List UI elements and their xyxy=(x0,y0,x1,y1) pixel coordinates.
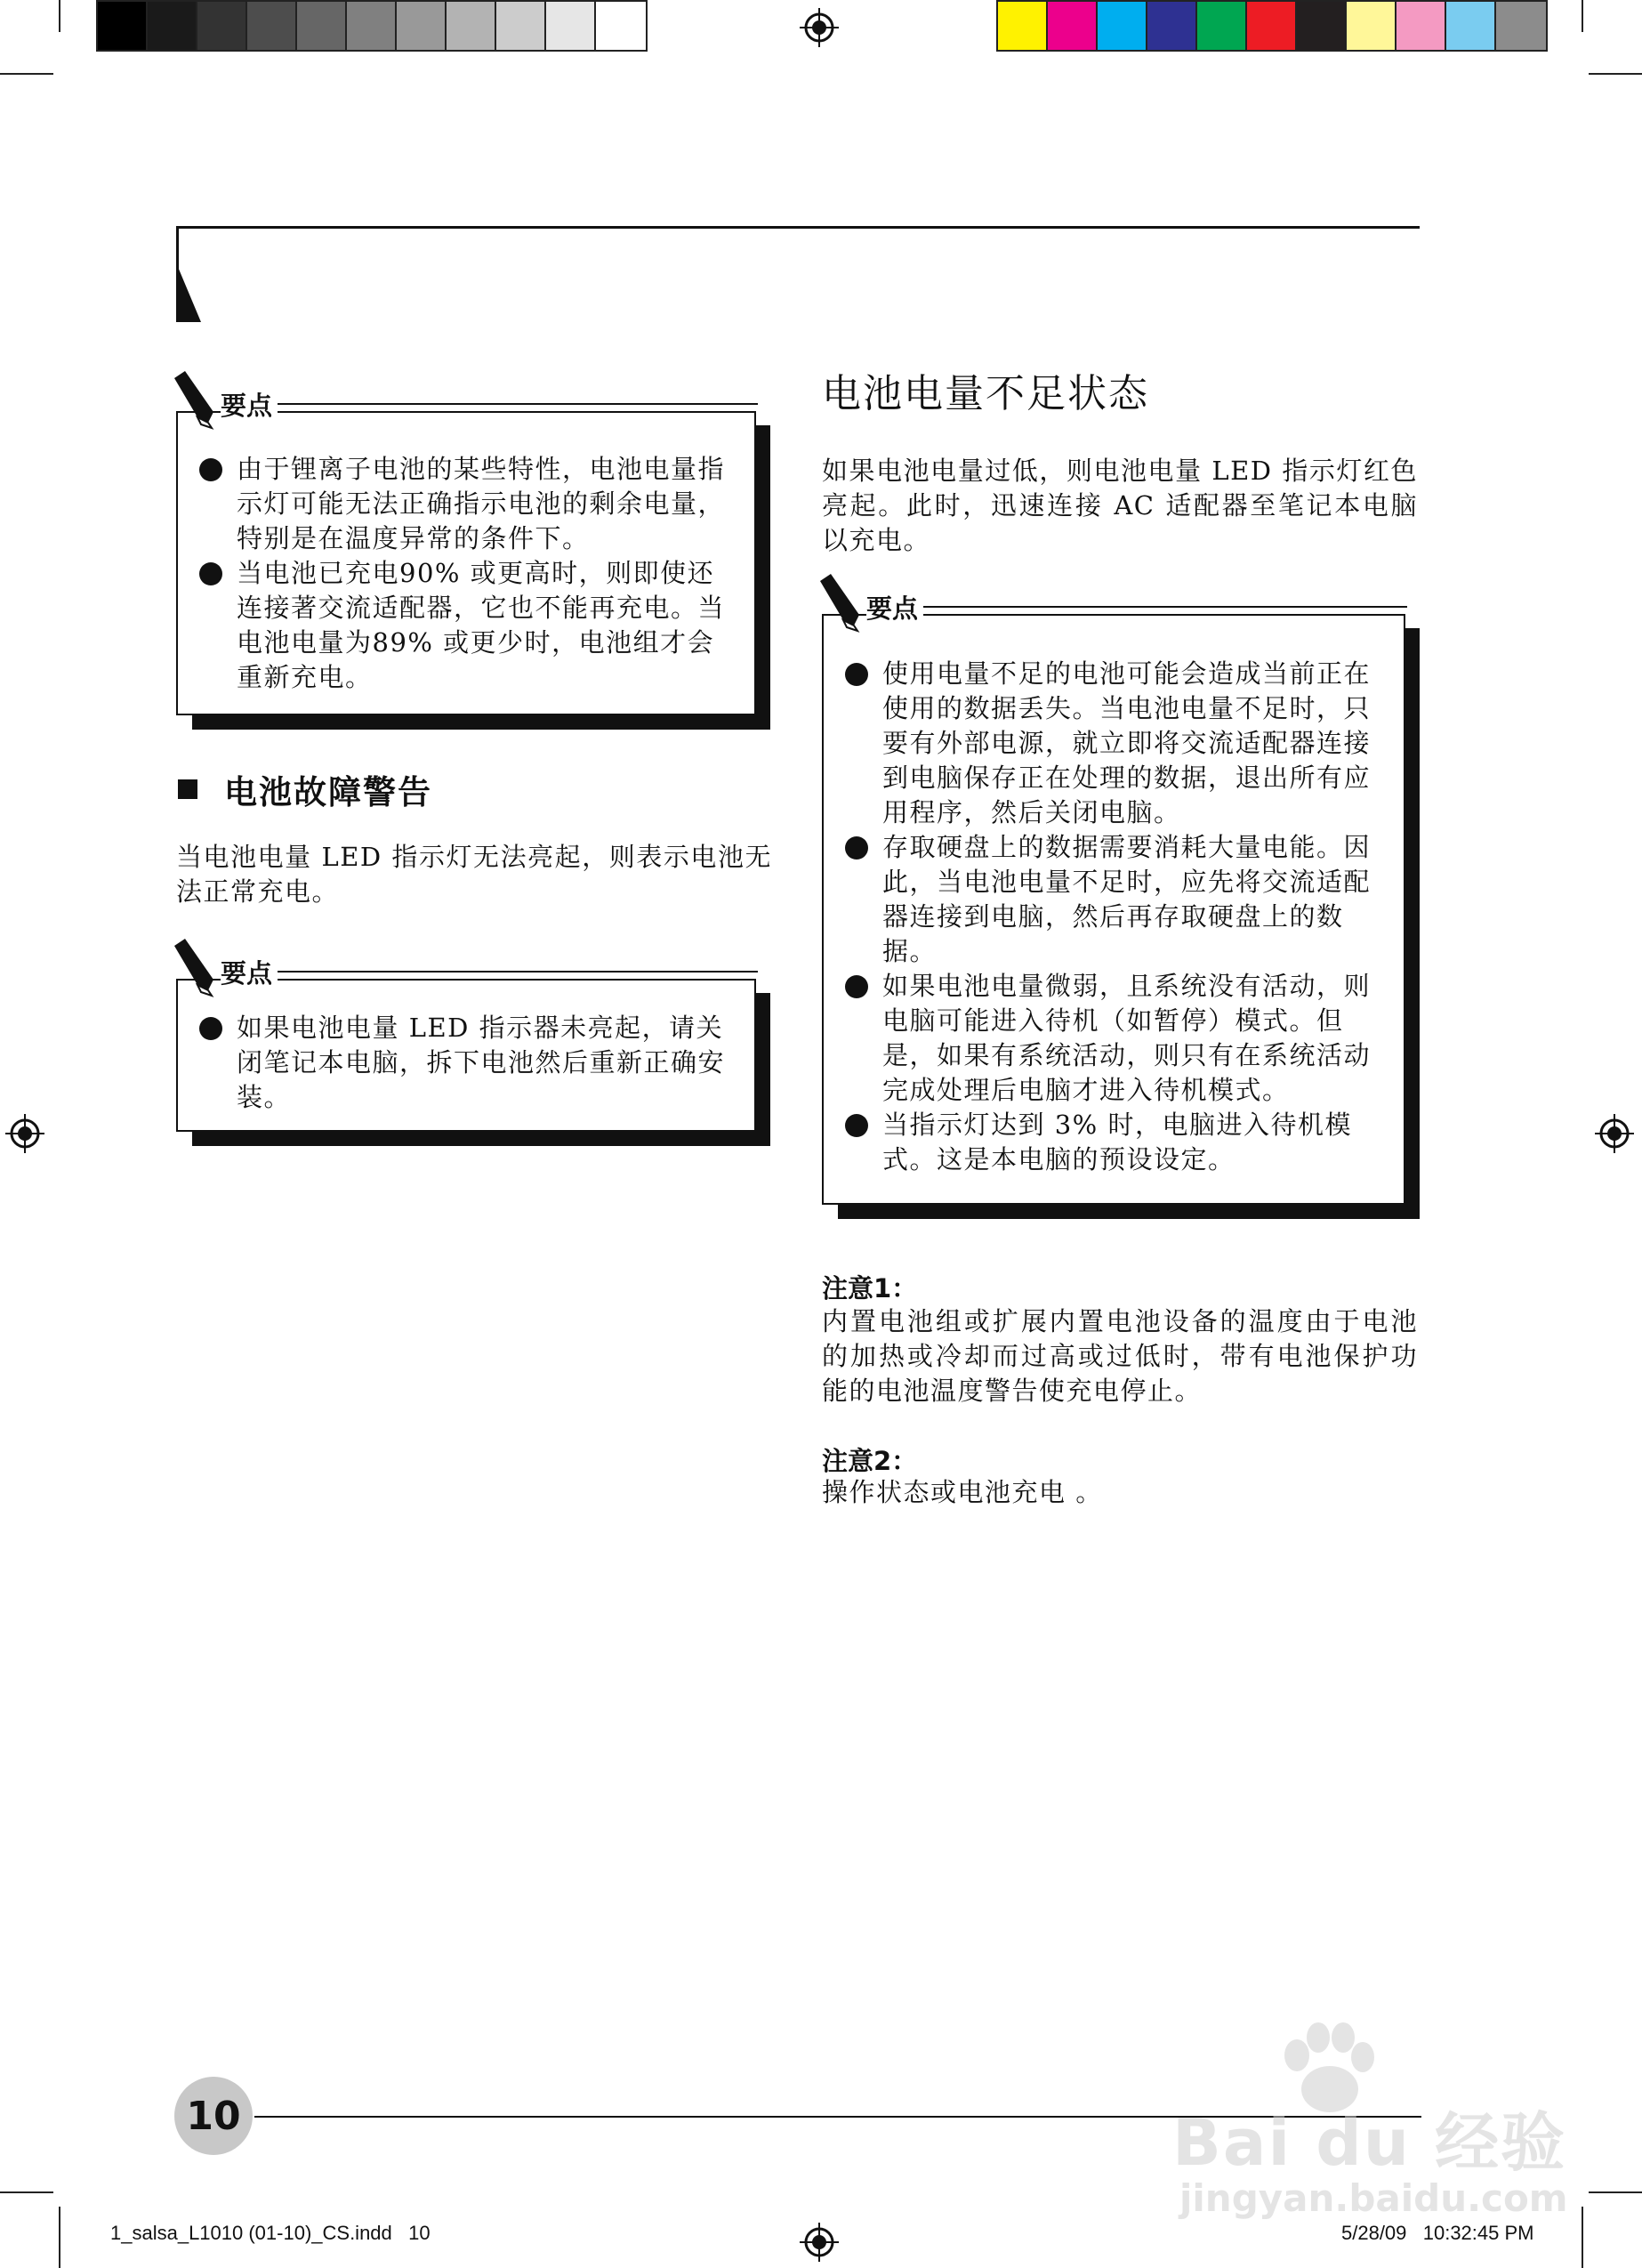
notice-text: 内置电池组或扩展内置电池设备的温度由于电池的加热或冷却而过高或过低时，带有电池保护功能的电池温度警告使充电停止。 xyxy=(822,1306,1418,1406)
color-swatch xyxy=(98,2,148,50)
note-title: 要点 xyxy=(866,589,923,626)
bullet-icon xyxy=(199,1017,222,1040)
notice-label: 注意2： xyxy=(822,1446,918,1476)
color-swatch xyxy=(148,2,197,50)
note-title: 要点 xyxy=(221,954,278,990)
note-list xyxy=(199,452,740,695)
color-swatch xyxy=(998,2,1048,50)
notice-label: 注意1： xyxy=(822,1273,918,1303)
list-item: 当指示灯达到 3% 时，电脑进入待机模式。这是本电脑的预设设定。 xyxy=(845,1108,1389,1177)
watermark-url: jingyan.baidu.com xyxy=(1179,2176,1568,2220)
timestamp-slug: 5/28/09 10:32:45 PM xyxy=(1341,2222,1534,2244)
color-swatch xyxy=(1397,2,1446,50)
color-swatch xyxy=(1347,2,1397,50)
color-swatch xyxy=(297,2,347,50)
color-swatch xyxy=(1297,2,1347,50)
color-swatch xyxy=(1197,2,1247,50)
note-box xyxy=(176,957,756,1132)
color-swatch xyxy=(1247,2,1297,50)
list-item: 由于锂离子电池的某些特性，电池电量指示灯可能无法正确指示电池的剩余电量，特别是在温度异常的条件下。 xyxy=(199,452,740,556)
note-header xyxy=(167,954,758,989)
color-bar xyxy=(996,0,1548,52)
list-item: 如果电池电量微弱，且系统没有活动，则电脑可能进入待机（如暂停）模式。但是，如果有系统活动，则只有在系统活动完成处理后电脑才进入待机模式。 xyxy=(845,969,1389,1108)
color-swatch xyxy=(247,2,297,50)
file-slug: 1_salsa_L1010 (01-10)_CS.indd 10 xyxy=(110,2222,431,2244)
page-number: 10 xyxy=(174,2077,253,2155)
color-swatch xyxy=(347,2,397,50)
note-header xyxy=(167,386,758,422)
crop-mark xyxy=(59,0,60,32)
header-rule xyxy=(176,226,1420,229)
watermark-brand: Bai du 经验 xyxy=(1172,2105,1567,2180)
bullet-icon xyxy=(845,663,868,686)
bullet-icon xyxy=(845,1114,868,1137)
color-swatch xyxy=(447,2,496,50)
color-swatch xyxy=(1098,2,1147,50)
list-item: 存取硬盘上的数据需要消耗大量电能。因此，当电池电量不足时，应先将交流适配器连接到电脑，然后再存取硬盘上的数据。 xyxy=(845,830,1389,969)
note-box xyxy=(822,593,1405,1205)
color-swatch xyxy=(546,2,596,50)
note-header xyxy=(813,589,1407,625)
color-swatch xyxy=(397,2,447,50)
grayscale-bar xyxy=(96,0,648,52)
page-title: 电池电量不足状态 xyxy=(822,371,1149,416)
square-bullet-icon xyxy=(178,779,197,799)
bullet-icon xyxy=(845,836,868,860)
registration-mark-icon xyxy=(1595,1114,1634,1153)
bullet-icon xyxy=(199,458,222,481)
registration-mark-icon xyxy=(5,1114,44,1153)
crop-mark xyxy=(59,2207,60,2268)
header-wedge xyxy=(178,267,201,322)
color-swatch xyxy=(1446,2,1496,50)
intro-paragraph: 如果电池电量过低，则电池电量 LED 指示灯红色亮起。此时，迅速连接 AC 适配器至笔记本电脑以充电。 xyxy=(822,456,1418,555)
note-list xyxy=(199,1011,740,1115)
color-swatch xyxy=(1496,2,1546,50)
color-swatch xyxy=(596,2,646,50)
note-box xyxy=(176,390,756,715)
list-item: 如果电池电量 LED 指示器未亮起，请关闭笔记本电脑，拆下电池然后重新正确安装。 xyxy=(199,1011,740,1115)
note-list xyxy=(845,657,1389,1177)
registration-mark-icon xyxy=(800,8,839,47)
crop-mark xyxy=(1582,2207,1583,2268)
watermark xyxy=(1165,2020,1568,2242)
crop-mark xyxy=(0,2191,53,2193)
color-swatch xyxy=(1147,2,1197,50)
note-title: 要点 xyxy=(221,386,278,423)
registration-mark-icon xyxy=(800,2223,839,2262)
section-heading: 电池故障警告 xyxy=(178,765,432,813)
notice-text: 操作状态或电池充电 。 xyxy=(822,1477,1103,1507)
crop-mark xyxy=(1589,73,1642,75)
list-item: 使用电量不足的电池可能会造成当前正在使用的数据丢失。当电池电量不足时，只要有外部电源，就立即将交流适配器连接到电脑保存正在处理的数据，退出所有应用程序，然后关闭电脑。 xyxy=(845,657,1389,830)
color-swatch xyxy=(496,2,546,50)
list-item: 当电池已充电90% 或更高时，则即使还连接著交流适配器，它也不能再充电。当电池电量为89% 或更少时，电池组才会重新充电。 xyxy=(199,556,740,695)
bullet-icon xyxy=(199,562,222,585)
bullet-icon xyxy=(845,975,868,998)
crop-mark xyxy=(1582,0,1583,32)
color-swatch xyxy=(1048,2,1098,50)
color-swatch xyxy=(197,2,247,50)
crop-mark xyxy=(0,73,53,75)
crop-mark xyxy=(1589,2191,1642,2193)
section-paragraph: 当电池电量 LED 指示灯无法亮起，则表示电池无法正常充电。 xyxy=(176,842,772,907)
